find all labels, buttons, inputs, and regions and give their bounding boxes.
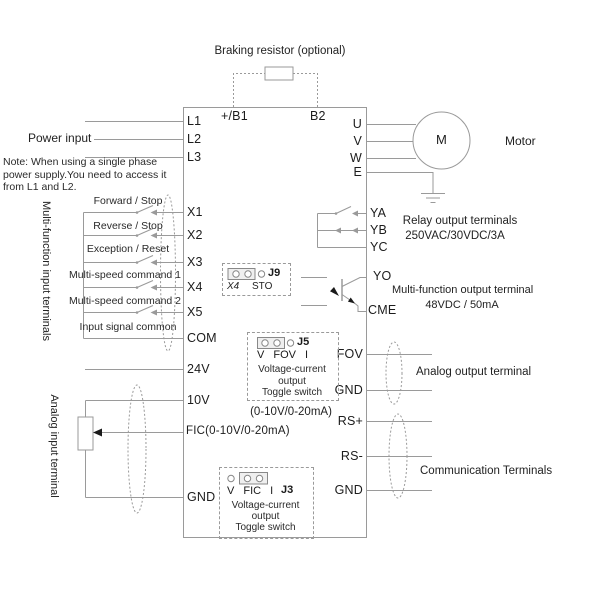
input-function-label: Input signal common xyxy=(79,321,177,333)
power-input-label: Power input xyxy=(28,131,92,145)
j5-range-label: (0-10V/0-20mA) xyxy=(250,406,332,418)
terminal-fic: FIC(0-10V/0-20mA) xyxy=(186,425,290,437)
input-function-label: Multi-speed command 2 xyxy=(68,295,182,307)
j5-pin-v: V xyxy=(257,349,265,361)
terminal-e: E xyxy=(353,165,362,179)
terminal-x4: X4 xyxy=(187,280,203,294)
terminal-gnd-comm: GND xyxy=(334,483,363,497)
terminal-ya: YA xyxy=(370,206,387,220)
relay-contact-wires xyxy=(318,207,368,248)
braking-resistor-label: Braking resistor (optional) xyxy=(214,45,346,57)
terminal-yb: YB xyxy=(370,223,388,237)
jumper-j5-name: J5 xyxy=(297,336,310,348)
terminal-yo: YO xyxy=(373,269,392,283)
terminal-gnd-analog-out: GND xyxy=(334,383,363,397)
j3-desc-1: Voltage-current xyxy=(231,500,300,511)
jumper-j3-pin-labels xyxy=(227,485,273,497)
j5-pin-i: I xyxy=(304,349,309,361)
terminal-yc: YC xyxy=(370,240,388,254)
terminal-x3: X3 xyxy=(187,255,203,269)
jumper-j9-pin-right: STO xyxy=(252,281,273,292)
single-phase-note xyxy=(3,156,166,194)
motor-label: Motor xyxy=(505,134,536,148)
analog-input-cable-shield xyxy=(128,385,146,513)
j3-pin-i: I xyxy=(270,485,274,497)
communication-wires xyxy=(367,422,432,491)
wiper-arrow xyxy=(93,429,102,437)
terminal-rs-plus: RS+ xyxy=(337,414,363,428)
terminal-10v: 10V xyxy=(187,393,210,407)
terminal-w: W xyxy=(350,151,362,165)
potentiometer-symbol xyxy=(78,417,93,450)
terminal-com: COM xyxy=(187,331,217,345)
terminal-rs-minus: RS- xyxy=(340,449,363,463)
earth-wire xyxy=(367,173,445,203)
multi-output-label: Multi-function output terminal xyxy=(392,284,534,296)
j3-desc-2: output xyxy=(251,511,280,522)
j5-pin-fov: FOV xyxy=(273,349,296,361)
jumper-j3-name: J3 xyxy=(281,484,294,496)
input-function-label: Forward / Stop xyxy=(93,195,163,207)
motor-wires xyxy=(367,125,416,159)
terminal-gnd-analog-in: GND xyxy=(187,490,216,504)
jumper-j9-name: J9 xyxy=(268,267,281,279)
analog-output-cable-shield xyxy=(386,342,402,404)
braking-resistor-symbol xyxy=(265,67,293,80)
analog-output-label: Analog output terminal xyxy=(416,366,532,378)
terminal-x1: X1 xyxy=(187,205,203,219)
analog-input-wires xyxy=(86,401,184,498)
multi-output-rating: 48VDC / 50mA xyxy=(425,299,499,311)
terminal-fov: FOV xyxy=(336,347,363,361)
jumper-j5-pin-labels xyxy=(257,349,308,361)
j5-desc-1: Voltage-current xyxy=(258,364,326,375)
terminal-l3: L3 xyxy=(187,150,202,164)
input-function-label: Reverse / Stop xyxy=(93,220,163,232)
terminal-u: U xyxy=(352,117,362,131)
j3-pin-fic: FIC xyxy=(243,485,262,497)
terminal-v: V xyxy=(353,134,362,148)
terminal-x2: X2 xyxy=(187,228,203,242)
input-function-label: Multi-speed command 1 xyxy=(68,269,182,281)
relay-output-rating: 250VAC/30VDC/3A xyxy=(405,230,505,242)
terminal-l1: L1 xyxy=(187,114,202,128)
note-line-3: from L1 and L2. xyxy=(3,181,77,193)
input-function-label: Exception / Reset xyxy=(86,243,170,255)
terminal-x5: X5 xyxy=(187,305,203,319)
power-input-wires xyxy=(85,122,183,158)
terminal-b2: B2 xyxy=(310,109,326,123)
optocoupler-symbol xyxy=(301,278,367,312)
relay-output-label: Relay output terminals xyxy=(402,215,518,227)
j3-desc-3: Toggle switch xyxy=(235,522,296,533)
terminal-b1: +/B1 xyxy=(221,109,248,123)
multi-function-input-group-label: Multi-function input terminals xyxy=(40,200,52,341)
jumper-j9-pin-left: X4 xyxy=(227,281,240,292)
note-line-2: power supply.You need to access it xyxy=(3,168,167,181)
note-line-1: Note: When using a single phase xyxy=(3,156,158,168)
j5-desc-2: output xyxy=(278,376,306,387)
communication-label: Communication Terminals xyxy=(420,465,553,477)
analog-input-group-label: Analog input terminal xyxy=(48,394,60,498)
terminal-l2: L2 xyxy=(187,132,202,146)
motor-symbol: M xyxy=(436,132,447,147)
j5-desc-3: Toggle switch xyxy=(261,387,323,398)
j3-pin-v: V xyxy=(227,485,235,497)
terminal-cme: CME xyxy=(368,303,397,317)
terminal-24v: 24V xyxy=(187,362,210,376)
